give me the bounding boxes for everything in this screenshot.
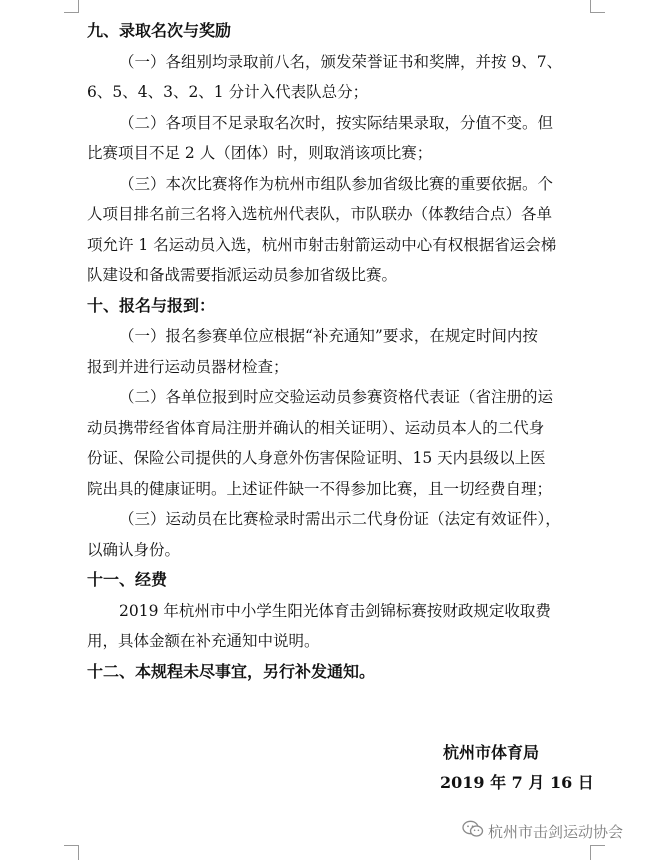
paragraph-line: 比赛项目不足 2 人（团体）时，则取消该项比赛； xyxy=(87,144,433,162)
signature-organization: 杭州市体育局 xyxy=(443,743,540,762)
wechat-icon xyxy=(462,820,484,842)
paragraph-line: 以确认身份。 xyxy=(87,540,181,559)
margin-corner-mark xyxy=(590,845,605,860)
section-heading: 十、报名与报到： xyxy=(87,295,216,315)
paragraph-line: （三）本次比赛将作为杭州市组队参加省级比赛的重要依据。个 xyxy=(119,174,554,193)
signature-date: 2019 年 7 月 16 日 xyxy=(440,773,594,792)
margin-corner-mark xyxy=(64,845,79,860)
paragraph-line: 份证、保险公司提供的人身意外伤害保险证明、15 天内县级以上医 xyxy=(87,449,546,467)
paragraph-line: 用，具体金额在补充通知中说明。 xyxy=(87,632,320,650)
document-body xyxy=(87,16,592,687)
margin-corner-mark xyxy=(590,0,605,13)
watermark xyxy=(462,820,623,842)
paragraph-line: 项允许 1 名运动员入选，杭州市射击射箭运动中心有权根据省运会梯 xyxy=(87,235,557,254)
paragraph-line: （一）报名参赛单位应根据“补充通知”要求，在规定时间内按 xyxy=(119,327,538,345)
paragraph-line: 报到并进行运动员器材检查； xyxy=(87,357,289,376)
paragraph-line: （三）运动员在比赛检录时需出示二代身份证（法定有效证件）， xyxy=(119,510,561,528)
paragraph-line: （一）各组别均录取前八名，颁发荣誉证书和奖牌，并按 9、7、 xyxy=(119,52,563,71)
paragraph-line: （二）各项目不足录取名次时，按实际结果录取，分值不变。但 xyxy=(119,113,554,132)
paragraph-line: 队建设和备战需要指派运动员参加省级比赛。 xyxy=(87,266,398,284)
paragraph-line: 动员携带经省体育局注册并确认的相关证明）、运动员本人的二代身 xyxy=(87,418,545,437)
paragraph-line: （二）各单位报到时应交验运动员参赛资格代表证（省注册的运 xyxy=(119,388,554,406)
paragraph-line: 院出具的健康证明。上述证件缺一不得参加比赛，且一切经费自理； xyxy=(87,479,553,498)
section-heading: 十一、经费 xyxy=(87,570,168,589)
section-heading: 十二、本规程未尽事宜，另行补发通知。 xyxy=(87,661,376,681)
paragraph-line: 6、5、4、3、2、1 分计入代表队总分； xyxy=(87,83,369,101)
paragraph-line: 2019 年杭州市中小学生阳光体育击剑锦标赛按财政规定收取费 xyxy=(119,601,551,620)
margin-corner-mark xyxy=(64,0,79,13)
section-heading: 九、录取名次与奖励 xyxy=(87,21,232,40)
paragraph-line: 人项目排名前三名将入选杭州代表队，市队联办（体教结合点）各单 xyxy=(87,205,553,223)
watermark-text: 杭州市击剑运动协会 xyxy=(488,822,624,841)
